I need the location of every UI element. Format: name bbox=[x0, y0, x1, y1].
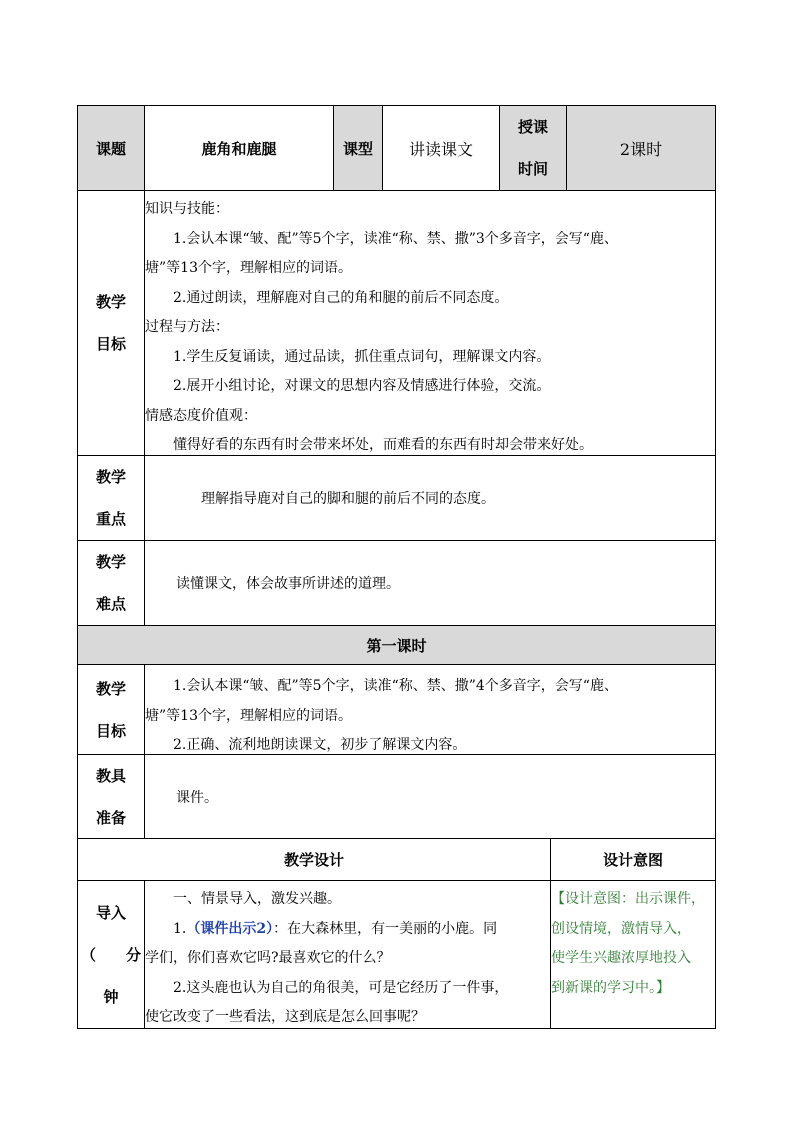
difficulty-content bbox=[144, 540, 716, 626]
time-label bbox=[499, 105, 567, 191]
intent-line: 到新课的学习中。】 bbox=[551, 979, 670, 996]
goals-line: 2.通过朗读，理解鹿对自己的角和腿的前后不同态度。 bbox=[173, 289, 509, 306]
intro-label-line2 bbox=[81, 934, 141, 976]
prep-content bbox=[144, 754, 716, 839]
goals-label bbox=[77, 190, 145, 456]
intro-line: 使它改变了一些看法，这到底是怎么回事呢？ bbox=[145, 1009, 425, 1025]
time-value: 2课时 bbox=[566, 105, 716, 191]
topic-label: 课题 bbox=[77, 105, 145, 191]
topic-value: 鹿角和鹿腿 bbox=[144, 105, 334, 191]
intro-label-minutes: 分 bbox=[125, 945, 141, 964]
lesson1-goals-line: 1.会认本课“皱、配”等5个字，读准“称、禁、撒”4个多音字，会写“鹿、 bbox=[173, 678, 618, 694]
intro-line: 学们，你们喜欢它吗?最喜欢它的什么？ bbox=[145, 950, 391, 966]
prep-row bbox=[77, 754, 716, 839]
intent-content bbox=[550, 880, 716, 1029]
intent-line: 使学生兴趣浓厚地投入 bbox=[551, 950, 691, 966]
intro-line-suffix: ：在大森林里，有一美丽的小鹿。同 bbox=[273, 920, 498, 937]
lesson1-goals-line: 塘”等13个字，理解相应的词语。 bbox=[145, 707, 352, 724]
goals-line: 情感态度价值观： bbox=[145, 407, 257, 424]
lesson1-goals-label-line1: 教学 bbox=[95, 679, 126, 698]
courseware-ref: （课件出示2） bbox=[186, 920, 274, 937]
lesson1-title: 第一课时 bbox=[77, 625, 716, 665]
intent-line: 【设计意图：出示课件， bbox=[551, 891, 705, 907]
intro-row bbox=[77, 880, 716, 1029]
goals-line: 懂得好看的东西有时会带来坏处，而难看的东西有时却会带来好处。 bbox=[173, 437, 593, 453]
focus-label-line1: 教学 bbox=[95, 468, 126, 486]
difficulty-label bbox=[77, 540, 145, 626]
intro-label-paren: （ bbox=[81, 945, 97, 964]
header-row bbox=[77, 105, 716, 191]
intro-line: 2.这头鹿也认为自己的角很美，可是它经历了一件事， bbox=[173, 979, 509, 996]
time-label-line2: 时间 bbox=[517, 160, 548, 178]
goals-row bbox=[77, 190, 716, 456]
goals-content bbox=[144, 190, 716, 456]
lesson1-goals-label-line2: 目标 bbox=[95, 721, 126, 740]
design-header-row bbox=[77, 838, 716, 881]
design-column-header: 教学设计 bbox=[77, 838, 551, 881]
intro-line bbox=[145, 915, 550, 945]
goals-line: 知识与技能： bbox=[145, 201, 229, 217]
focus-content bbox=[144, 455, 716, 541]
difficulty-label-line1: 教学 bbox=[95, 553, 126, 571]
goals-label-line1: 教学 bbox=[95, 293, 126, 311]
intro-label-line1: 导入 bbox=[95, 903, 126, 922]
difficulty-text: 读懂课文，体会故事所讲述的道理。 bbox=[176, 576, 400, 592]
focus-label bbox=[77, 455, 145, 541]
goals-line: 1.学生反复诵读，通过品读，抓住重点词句，理解课文内容。 bbox=[173, 348, 551, 365]
focus-text: 理解指导鹿对自己的脚和腿的前后不同的态度。 bbox=[201, 491, 495, 507]
focus-row bbox=[77, 455, 716, 541]
intent-line: 创设情境，激情导入， bbox=[551, 920, 691, 937]
prep-text: 课件。 bbox=[176, 789, 218, 806]
goals-line: 过程与方法： bbox=[145, 319, 229, 335]
prep-label bbox=[77, 754, 145, 839]
intro-label bbox=[77, 880, 145, 1029]
lesson1-goals-row bbox=[77, 664, 716, 755]
goals-line: 1.会认本课“皱、配”等5个字，读准“称、禁、撒”3个多音字，会写“鹿、 bbox=[173, 230, 618, 247]
focus-label-line2: 重点 bbox=[95, 510, 126, 528]
type-label: 课型 bbox=[333, 105, 383, 191]
intro-line: 一、情景导入，激发兴趣。 bbox=[173, 891, 341, 907]
goals-line: 2.展开小组讨论，对课文的思想内容及情感进行体验，交流。 bbox=[173, 378, 551, 394]
goals-label-line2: 目标 bbox=[95, 335, 126, 353]
goals-line: 塘”等13个字，理解相应的词语。 bbox=[145, 260, 352, 276]
prep-label-line1: 教具 bbox=[95, 766, 126, 785]
type-value: 讲读课文 bbox=[382, 105, 500, 191]
lesson1-goals-content bbox=[144, 664, 716, 755]
difficulty-label-line2: 难点 bbox=[95, 595, 126, 613]
time-label-line1: 授课 bbox=[517, 118, 548, 136]
intro-line-prefix: 1. bbox=[173, 920, 187, 937]
lesson1-goals-label bbox=[77, 664, 145, 755]
lesson1-goals-line: 2.正确、流利地朗读课文，初步了解课文内容。 bbox=[173, 737, 467, 753]
intent-column-header: 设计意图 bbox=[550, 838, 716, 881]
prep-label-line2: 准备 bbox=[95, 808, 126, 827]
intro-label-line3: 钟 bbox=[103, 987, 119, 1006]
intro-content bbox=[144, 880, 551, 1029]
difficulty-row bbox=[77, 540, 716, 626]
